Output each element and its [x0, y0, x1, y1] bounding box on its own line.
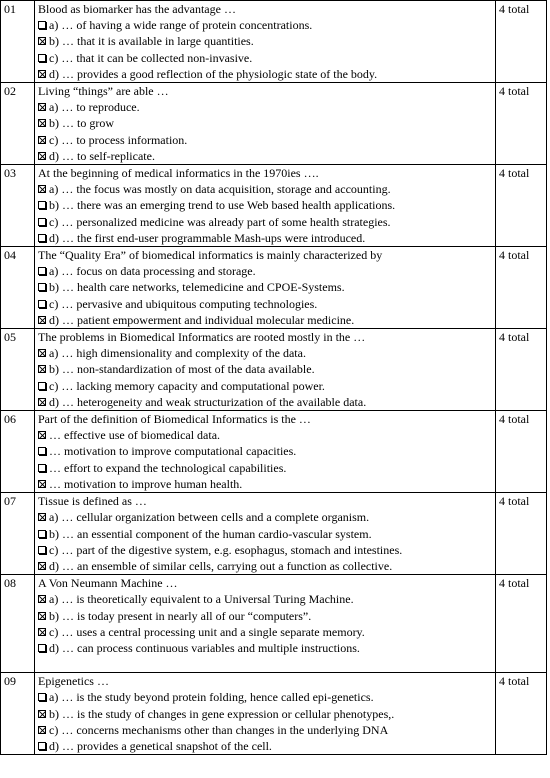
answer-option-text: c) … to process information. — [49, 132, 188, 147]
answer-option-text: … motivation to improve computational capacities. — [49, 444, 297, 459]
answer-option[interactable] — [38, 509, 492, 525]
answer-option-text: b) … is today present in nearly all of our “computers”. — [49, 608, 312, 623]
question-row — [1, 493, 547, 575]
answer-option-text: a) … cellular organization between cells and a complete organism. — [49, 510, 370, 525]
question-row — [1, 329, 547, 411]
question-stem: Blood as biomarker has the advantage … — [38, 2, 236, 16]
answer-option[interactable] — [38, 33, 492, 49]
question-points: 4 total — [496, 165, 547, 247]
empty-box-icon[interactable] — [38, 283, 46, 291]
question-number: 09 — [1, 673, 35, 755]
answer-option[interactable] — [38, 181, 492, 197]
answer-option[interactable] — [38, 197, 492, 213]
question-stem: The “Quality Era” of biomedical informatics is mainly characterized by — [38, 248, 383, 263]
answer-option-text: b) … health care networks, telemedicine and CPOE-Systems. — [49, 280, 345, 295]
empty-box-icon[interactable] — [38, 201, 46, 209]
answer-option-text: d) … the first end-user programmable Mash-ups were introduced. — [49, 230, 366, 245]
question-body — [35, 329, 496, 411]
checked-box-icon[interactable] — [38, 710, 46, 718]
answer-option-text: c) … personalized medicine was already part of some health strategies. — [49, 214, 391, 229]
question-number: 05 — [1, 329, 35, 411]
answer-option-text: c) … uses a central processing unit and a single separate memory. — [49, 624, 365, 639]
answer-option-text: c) … pervasive and ubiquitous computing technologies. — [49, 296, 318, 311]
answer-option[interactable] — [38, 591, 492, 607]
answer-option[interactable] — [38, 689, 492, 705]
question-stem: Living “things” are able … — [38, 84, 169, 99]
answer-option-text: … effective use of biomedical data. — [49, 428, 221, 443]
checked-box-icon[interactable] — [38, 480, 46, 488]
answer-option[interactable] — [38, 476, 492, 492]
answer-option[interactable] — [38, 427, 492, 443]
answer-option[interactable] — [38, 17, 492, 33]
answer-option[interactable] — [38, 608, 492, 624]
empty-box-icon[interactable] — [38, 218, 46, 226]
answer-option-text: … effort to expand the technological capabilities. — [49, 460, 287, 475]
checked-box-icon[interactable] — [38, 726, 46, 734]
question-number: 08 — [1, 575, 35, 673]
answer-option-text: d) … provides a good reflection of the physiologic state of the body. — [49, 66, 378, 81]
answer-option-text: a) … the focus was mostly on data acquisition, storage and accounting. — [49, 182, 391, 197]
answer-option[interactable] — [38, 378, 492, 394]
answer-option-text: b) … to grow — [49, 116, 114, 131]
empty-box-icon[interactable] — [38, 234, 46, 242]
answer-option[interactable] — [38, 542, 492, 558]
answer-option[interactable] — [38, 148, 492, 164]
checked-box-icon[interactable] — [38, 628, 46, 636]
answer-option-text: a) … focus on data processing and storage. — [49, 264, 256, 279]
empty-box-icon[interactable] — [38, 54, 46, 62]
checked-box-icon[interactable] — [38, 136, 46, 144]
checked-box-icon[interactable] — [38, 70, 46, 78]
question-number: 06 — [1, 411, 35, 493]
answer-option[interactable] — [38, 230, 492, 246]
answer-option-text: b) … an essential component of the human cardio-vascular system. — [49, 526, 372, 541]
answer-option[interactable] — [38, 214, 492, 230]
checked-box-icon[interactable] — [38, 316, 46, 324]
empty-box-icon[interactable] — [38, 382, 46, 390]
answer-option-text: d) … can process continuous variables and multiple instructions. — [49, 640, 360, 655]
question-row — [1, 165, 547, 247]
question-number: 07 — [1, 493, 35, 575]
checked-box-icon[interactable] — [38, 612, 46, 620]
checked-box-icon[interactable] — [38, 398, 46, 406]
question-points: 4 total — [496, 329, 547, 411]
answer-option-text: c) … concerns mechanisms other than changes in the underlying DNA — [49, 722, 389, 737]
empty-box-icon[interactable] — [38, 267, 46, 275]
checked-box-icon[interactable] — [38, 513, 46, 521]
question-stem: The problems in Biomedical Informatics are rooted mostly in the … — [38, 330, 366, 345]
question-row — [1, 1, 547, 83]
answer-option[interactable] — [38, 624, 492, 640]
question-row — [1, 247, 547, 329]
answer-option[interactable] — [38, 279, 492, 295]
question-stem: At the beginning of medical informatics in the 1970ies …. — [38, 166, 319, 181]
answer-option[interactable] — [38, 312, 492, 328]
checked-box-icon[interactable] — [38, 119, 46, 127]
answer-option-text: a) … to reproduce. — [49, 100, 140, 115]
checked-box-icon[interactable] — [38, 103, 46, 111]
question-points: 4 total — [496, 411, 547, 493]
checked-box-icon[interactable] — [38, 37, 46, 45]
answer-option-text: d) … patient empowerment and individual molecular medicine. — [49, 312, 355, 327]
empty-box-icon[interactable] — [38, 300, 46, 308]
checked-box-icon[interactable] — [38, 431, 46, 439]
question-stem: A Von Neumann Machine … — [38, 576, 178, 591]
question-body — [35, 247, 496, 329]
empty-box-icon[interactable] — [38, 530, 46, 538]
question-number: 03 — [1, 165, 35, 247]
question-points: 4 total — [496, 493, 547, 575]
answer-option-text: b) … there was an emerging trend to use Web based health applications. — [49, 198, 396, 213]
answer-option-text: c) … that it can be collected non-invasive. — [49, 50, 253, 65]
question-points: 4 total — [496, 575, 547, 673]
question-body — [35, 83, 496, 165]
checked-box-icon[interactable] — [38, 349, 46, 357]
question-points: 4 total — [496, 673, 547, 755]
answer-option-text: d) … provides a genetical snapshot of the cell. — [49, 738, 272, 753]
answer-option[interactable] — [38, 99, 492, 115]
answer-option-text: b) … non-standardization of most of the data available. — [49, 362, 315, 377]
answer-option[interactable] — [38, 296, 492, 312]
empty-box-icon[interactable] — [38, 693, 46, 701]
question-body — [35, 493, 496, 575]
answer-option[interactable] — [38, 66, 492, 82]
empty-box-icon[interactable] — [38, 742, 46, 750]
empty-box-icon[interactable] — [38, 464, 46, 472]
answer-option[interactable] — [38, 263, 492, 279]
answer-option-text: a) … is the study beyond protein folding, hence called epi-genetics. — [49, 690, 374, 705]
question-stem: Tissue is defined as … — [38, 494, 147, 509]
question-body — [35, 411, 496, 493]
answer-option[interactable] — [38, 460, 492, 476]
question-stem: Epigenetics … — [38, 674, 109, 689]
answer-option-text: b) … is the study of changes in gene expression or cellular phenotypes,. — [49, 706, 395, 721]
checked-box-icon[interactable] — [38, 152, 46, 160]
question-number: 04 — [1, 247, 35, 329]
question-points: 4 total — [496, 83, 547, 165]
empty-box-icon[interactable] — [38, 447, 46, 455]
answer-option[interactable] — [38, 345, 492, 361]
question-row — [1, 83, 547, 165]
answer-option[interactable] — [38, 722, 492, 738]
answer-option[interactable] — [38, 706, 492, 722]
quiz-body — [1, 1, 547, 755]
question-row — [1, 575, 547, 673]
question-body — [35, 1, 496, 83]
question-number: 02 — [1, 83, 35, 165]
empty-box-icon[interactable] — [38, 21, 46, 29]
question-points: 4 total — [496, 247, 547, 329]
question-row — [1, 673, 547, 755]
answer-option-text: b) … that it is available in large quantities. — [49, 34, 254, 49]
answer-option-text: c) … lacking memory capacity and computational power. — [49, 378, 325, 393]
question-points: 4 total — [496, 1, 547, 83]
answer-option[interactable] — [38, 132, 492, 148]
answer-option-text: a) … is theoretically equivalent to a Universal Turing Machine. — [49, 592, 354, 607]
answer-option[interactable] — [38, 361, 492, 377]
answer-option[interactable] — [38, 115, 492, 131]
empty-box-icon[interactable] — [38, 644, 46, 652]
answer-option[interactable] — [38, 738, 492, 754]
question-row — [1, 411, 547, 493]
answer-option[interactable] — [38, 443, 492, 459]
checked-box-icon[interactable] — [38, 365, 46, 373]
question-body — [35, 575, 496, 673]
question-stem: Part of the definition of Biomedical Informatics is the … — [38, 412, 311, 427]
checked-box-icon[interactable] — [38, 562, 46, 570]
answer-option-text: … motivation to improve human health. — [49, 476, 243, 491]
answer-option-text: a) … high dimensionality and complexity of the data. — [49, 346, 306, 361]
answer-option[interactable] — [38, 50, 492, 66]
answer-option[interactable] — [38, 394, 492, 410]
answer-option[interactable] — [38, 640, 492, 656]
answer-option-text: a) … of having a wide range of protein concentrations. — [49, 18, 313, 33]
answer-option[interactable] — [38, 558, 492, 574]
answer-option-text: d) … to self-replicate. — [49, 148, 155, 163]
checked-box-icon[interactable] — [38, 595, 46, 603]
checked-box-icon[interactable] — [38, 185, 46, 193]
answer-option[interactable] — [38, 526, 492, 542]
empty-box-icon[interactable] — [38, 546, 46, 554]
answer-option-text: c) … part of the digestive system, e.g. esophagus, stomach and intestines. — [49, 542, 403, 557]
answer-option-text: d) … heterogeneity and weak structurization of the available data. — [49, 394, 367, 409]
question-body — [35, 673, 496, 755]
question-number: 01 — [1, 1, 35, 83]
question-body — [35, 165, 496, 247]
answer-option-text: d) … an ensemble of similar cells, carrying out a function as collective. — [49, 558, 393, 573]
